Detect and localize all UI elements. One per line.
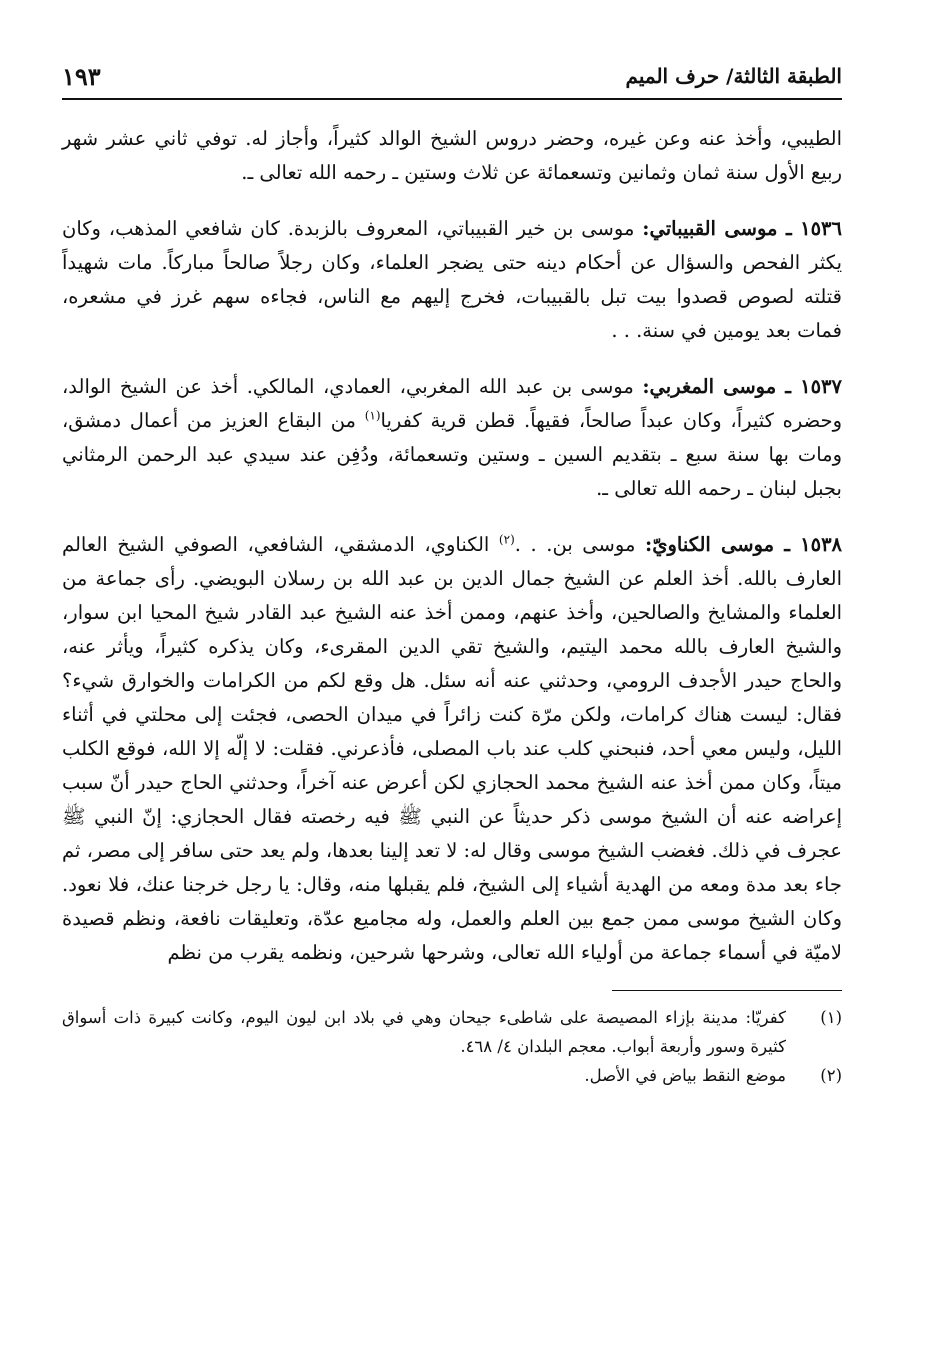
entry-text-continued: الكناوي، الدمشقي، الشافعي، الصوفي الشيخ العالم العارف بالله. أخذ العلم عن الشيخ جمال الدين بن عبد الله بن رسلان البويضي. رأى جماعة من العلماء والمشايخ والصالحين، وأخذ عنهم، وممن أخذ عنه الشيخ عبد القادر شيخ المحيا ابن سوار، والشيخ العارف بالله محمد اليتيم، والشيخ تقي الدين المقرىء، وكان يذكره كثيراً، ويأثر عنه، والحاج حيدر الأجدف الرومي، وحدثني عنه أنه سئل. هل وقع لكم من الكرامات والخوارق شيء؟ فقال: ليست هناك كرامات، ولكن مرّة كنت زائراً في ميدان الحصى، فجئت إلى محلتي في أثناء الليل، وليس معي أحد، فنبحني كلب عند باب المصلى، فأذعرني. فقلت: لا إلّه إلا الله، فوقع الكلب ميتاً، وكان ممن أخذ عنه الشيخ محمد الحجازي لكن أعرض عنه آخراً، وحدثني الحاج حيدر أنّ سبب إعراضه عنه أن الشيخ موسى ذكر حديثاً عن النبي ﷺ فيه رخصته فقال الحجازي: إنّ النبي ﷺ عجرف في ذلك. فغضب الشيخ موسى وقال له: لا تعد إلينا بعدها، ولم يعد حتى سافر إلى مصر، ثم جاء بعد مدة ومعه من الهدية أشياء إلى الشيخ، فلم يقبلها منه، وقال: يا رجل خرجنا عنك، فلا نعود. وكان الشيخ موسى ممن جمع بين العلم والعمل، وله مجاميع عدّة، وتعليقات نافعة، ونظم قصيدة لاميّة في أسماء جماعة من أولياء الله تعالى، وشرحها شرحين، ونظمه يقرب من نظم bbox=[62, 533, 842, 964]
entry-heading: ١٥٣٦ ـ موسى القبيباتي: bbox=[642, 217, 842, 240]
entry-heading: ١٥٣٨ ـ موسى الكناويّ: bbox=[645, 533, 843, 556]
entry-text: موسى بن عبد الله المغربي، العمادي، المالكي. أخذ عن الشيخ الوالد، وحضره كثيراً، وكان عبداً صالحاً، فقيهاً. قطن قرية كفريا bbox=[62, 375, 843, 432]
footnote-text: كفريّا: مدينة بإزاء المصيصة على شاطىء جيحان وهي في بلاد ابن ليون اليوم، وكانت كبيرة ذات أسواق كثيرة وسور وأربعة أبواب. معجم البلدان ٤/ ٤٦٨. bbox=[62, 1008, 786, 1056]
book-page bbox=[62, 56, 842, 1090]
footnote-divider bbox=[612, 990, 842, 991]
entry-1536 bbox=[62, 212, 842, 348]
footnote-text: موضع النقط بياض في الأصل. bbox=[584, 1066, 786, 1085]
footnote-marker: (١) bbox=[820, 1008, 842, 1027]
page-number: ١٩٣ bbox=[62, 62, 101, 91]
running-title: الطبقة الثالثة/ حرف الميم bbox=[625, 64, 842, 88]
running-head bbox=[62, 56, 842, 100]
footnote-ref-2: (٢) bbox=[498, 532, 515, 547]
entry-heading: ١٥٣٧ ـ موسى المغربي: bbox=[642, 375, 842, 398]
footnote-marker: (٢) bbox=[820, 1066, 842, 1085]
footnote-1 bbox=[62, 1003, 842, 1061]
entry-1537 bbox=[62, 370, 842, 506]
entry-text: موسى بن. . . bbox=[514, 533, 636, 556]
entry-text-continued: من البقاع العزيز من أعمال دمشق، ومات بها سنة سبع ـ بتقديم السين ـ وستين وتسعمائة، ودُفِن عند سيدي عبد الرحمن الرمثاني بجبل لبنان ـ رحمه الله تعالى ـ. bbox=[62, 409, 842, 500]
footnote-ref-1: (١) bbox=[364, 408, 381, 423]
footnotes bbox=[62, 990, 842, 1090]
entry-text: موسى بن خير القبيباتي، المعروف بالزبدة. كان شافعي المذهب، وكان يكثر الفحص والسؤال عن أحكام دينه حتى يضجر العلماء، وكان رجلاً صالحاً مباركاً. مات شهيداً قتلته لصوص قصدوا بيت تبل بالقبيبات، فخرج إليهم مع الناس، فجاءه سهم غرز في مشعره، فمات بعد يومين في سنة. . . bbox=[62, 217, 842, 342]
intro-paragraph: الطيبي، وأخذ عنه وعن غيره، وحضر دروس الشيخ الوالد كثيراً، وأجاز له. توفي ثاني عشر شهر ربيع الأول سنة ثمان وثمانين وتسعمائة عن ثلاث وستين ـ رحمه الله تعالى ـ. bbox=[62, 127, 842, 184]
entry-1538 bbox=[62, 528, 842, 970]
footnote-2 bbox=[62, 1061, 842, 1090]
